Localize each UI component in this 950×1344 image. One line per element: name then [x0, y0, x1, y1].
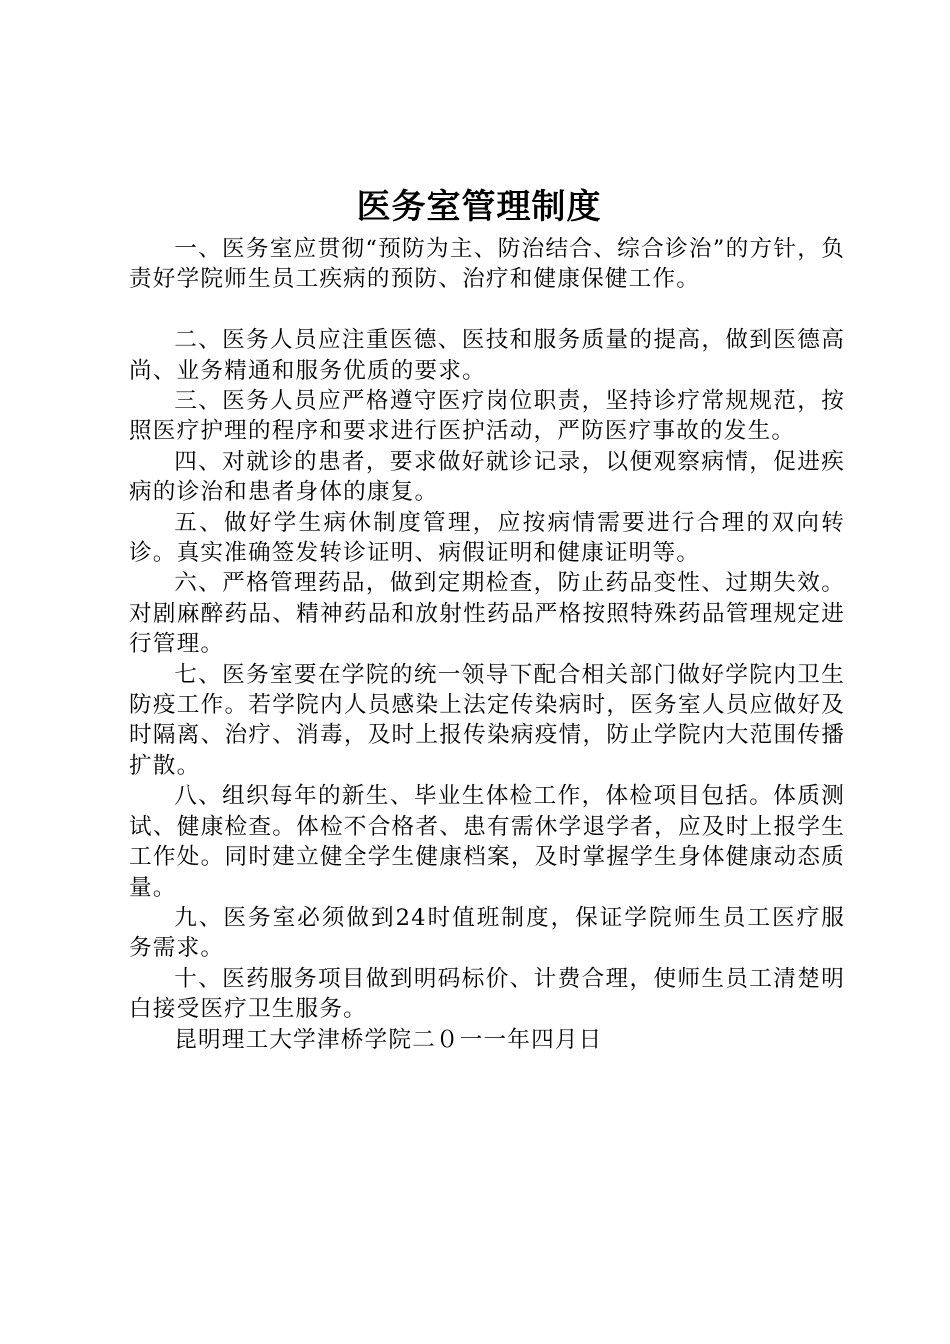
paragraph-2: 二、医务人员应注重医德、医技和服务质量的提高，做到医德高尚、业务精通和服务优质的要求。 — [129, 327, 845, 384]
paragraph-4: 四、对就诊的患者，要求做好就诊记录，以便观察病情，促进疾病的诊治和患者身体的康复。 — [129, 448, 845, 506]
paragraph-10: 十、医药服务项目做到明码标价、计费合理，使师生员工清楚明白接受医疗卫生服务。 — [129, 965, 845, 1023]
paragraph-8: 八、组织每年的新生、毕业生体检工作，体检项目包括。体质测试、健康检查。体检不合格者、患有需休学退学者，应及时上报学生工作处。同时建立健全学生健康档案，及时掌握学生身体健康动态质量。 — [129, 783, 845, 901]
document-title: 医务室管理制度 — [356, 187, 602, 227]
paragraph-9: 九、医务室必须做到24时值班制度，保证学院师生员工医疗服务需求。 — [129, 904, 845, 962]
paragraph-1: 一、医务室应贯彻“预防为主、防治结合、综合诊治”的方针，负责好学院师生员工疾病的预防、治疗和健康保健工作。 — [129, 236, 845, 293]
signature-line: 昆明理工大学津桥学院二０一一年四月日 — [174, 1026, 603, 1053]
paragraph-7: 七、医务室要在学院的统一领导下配合相关部门做好学院内卫生防疫工作。若学院内人员感染上法定传染病时，医务室人员应做好及时隔离、治疗、消毒，及时上报传染病疫情，防止学院内大范围传播扩散。 — [129, 661, 845, 779]
paragraph-6: 六、严格管理药品，做到定期检查，防止药品变性、过期失效。对剧麻醉药品、精神药品和放射性药品严格按照特殊药品管理规定进行管理。 — [129, 570, 845, 658]
paragraph-5: 五、做好学生病休制度管理，应按病情需要进行合理的双向转诊。真实准确签发转诊证明、病假证明和健康证明等。 — [129, 509, 845, 567]
paragraph-3: 三、医务人员应严格遵守医疗岗位职责，坚持诊疗常规规范，按照医疗护理的程序和要求进行医护活动，严防医疗事故的发生。 — [129, 388, 845, 445]
document-body — [129, 234, 845, 1055]
